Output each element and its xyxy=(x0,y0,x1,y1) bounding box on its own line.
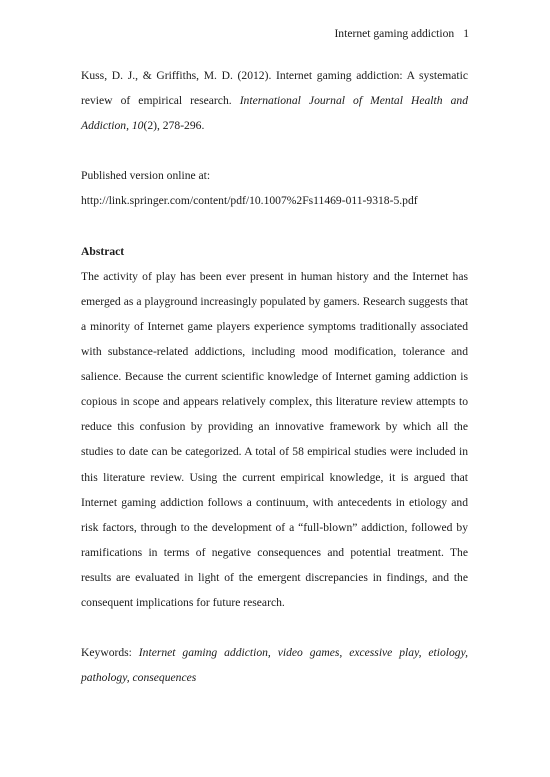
page-content xyxy=(81,63,468,690)
page-number: 1 xyxy=(463,27,469,40)
spacer xyxy=(81,138,468,163)
running-title: Internet gaming addiction xyxy=(334,27,455,40)
keywords-label: Keywords: xyxy=(81,646,132,660)
published-url[interactable]: http://link.springer.com/content/pdf/10.1007%2Fs11469-011-9318-5.pdf xyxy=(81,194,418,208)
abstract-heading: Abstract xyxy=(81,244,125,258)
running-head xyxy=(334,27,469,40)
citation-title: Internet gaming addiction: A systematic review of empirical research. xyxy=(81,69,468,108)
citation-issue-pages: (2), 278-296. xyxy=(143,119,205,133)
keywords xyxy=(81,640,468,690)
citation-authors: Kuss, D. J., & Griffiths, M. D. (2012). xyxy=(81,69,272,82)
citation xyxy=(81,63,468,138)
spacer xyxy=(81,615,468,640)
keywords-terms: Internet gaming addiction, video games, excessive play, etiology, pathology, consequences xyxy=(81,646,468,685)
spacer xyxy=(81,214,468,239)
published-label: Published version online at: xyxy=(81,169,211,183)
citation-journal: International Journal of Mental Health and Addiction, 10 xyxy=(81,94,468,133)
abstract-text: The activity of play has been ever present in human history and the Internet has emerged as a playground increasingly populated by gamers. Research suggests that a minority of Internet game players experience symptoms traditionally associated with substance-related addictions, including mood modification, tolerance and salience. Because the current scientific knowledge of Internet gaming addiction is copious in scope and appears relatively complex, this literature review attempts to reduce this confusion by providing an innovative framework by which all the studies to date can be categorized. A total of 58 empirical studies were included in this literature review. Using the current empirical knowledge, it is argued that Internet gaming addiction follows a continuum, with antecedents in etiology and risk factors, through to the development of a “full-blown” addiction, followed by ramifications in terms of negative consequences and potential treatment. The results are evaluated in light of the emergent discrepancies in findings, and the consequent implications for future research. xyxy=(81,269,468,609)
